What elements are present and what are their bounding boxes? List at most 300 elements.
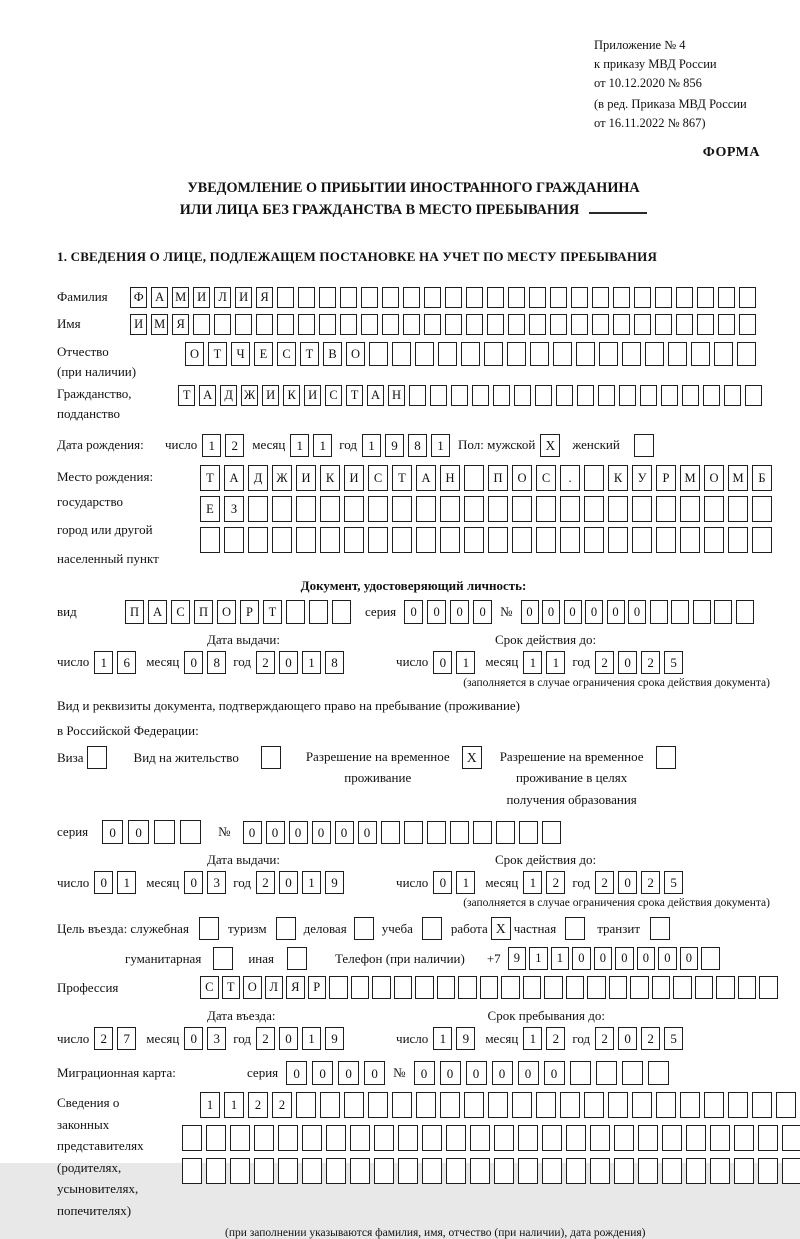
char-cell[interactable] [716, 976, 735, 999]
migration-number-cells[interactable] [414, 1061, 669, 1085]
char-cell[interactable] [701, 947, 720, 970]
char-cell[interactable]: 0 [286, 1061, 307, 1085]
birth-day-cells[interactable] [202, 434, 244, 457]
char-cell[interactable]: 9 [385, 434, 404, 457]
char-cell[interactable]: С [368, 465, 388, 491]
char-cell[interactable] [680, 496, 700, 522]
char-cell[interactable] [298, 314, 315, 335]
char-cell[interactable] [613, 314, 630, 335]
char-cell[interactable]: 0 [542, 600, 560, 624]
char-cell[interactable] [592, 287, 609, 308]
char-cell[interactable]: 0 [518, 1061, 539, 1085]
char-cell[interactable]: Ф [130, 287, 147, 308]
char-cell[interactable]: 5 [664, 1027, 683, 1050]
char-cell[interactable]: 0 [615, 947, 634, 970]
char-cell[interactable]: Ж [241, 385, 258, 406]
char-cell[interactable] [556, 385, 573, 406]
char-cell[interactable] [590, 1158, 610, 1184]
char-cell[interactable]: И [296, 465, 316, 491]
char-cell[interactable] [320, 496, 340, 522]
profession-cells[interactable] [200, 976, 778, 999]
char-cell[interactable]: 2 [595, 1027, 614, 1050]
char-cell[interactable] [394, 976, 413, 999]
char-cell[interactable] [638, 1158, 658, 1184]
char-cell[interactable] [438, 342, 457, 366]
char-cell[interactable]: 1 [523, 871, 542, 894]
char-cell[interactable]: М [728, 465, 748, 491]
purpose-official-checkbox[interactable] [199, 917, 219, 940]
char-cell[interactable]: 1 [302, 1027, 321, 1050]
char-cell[interactable] [326, 1158, 346, 1184]
stay-valid-month-cells[interactable] [523, 871, 565, 894]
char-cell[interactable] [691, 342, 710, 366]
char-cell[interactable] [446, 1158, 466, 1184]
char-cell[interactable] [472, 385, 489, 406]
char-cell[interactable]: Е [200, 496, 220, 522]
char-cell[interactable] [640, 385, 657, 406]
char-cell[interactable] [632, 527, 652, 553]
char-cell[interactable] [344, 1092, 364, 1118]
char-cell[interactable]: А [367, 385, 384, 406]
char-cell[interactable]: А [224, 465, 244, 491]
char-cell[interactable]: П [488, 465, 508, 491]
char-cell[interactable]: А [199, 385, 216, 406]
char-cell[interactable] [320, 1092, 340, 1118]
char-cell[interactable] [697, 287, 714, 308]
char-cell[interactable]: 0 [279, 651, 298, 674]
char-cell[interactable]: 0 [492, 1061, 513, 1085]
char-cell[interactable]: Я [256, 287, 273, 308]
checkbox-cell[interactable] [650, 917, 670, 940]
char-cell[interactable]: 0 [440, 1061, 461, 1085]
sex-male-checkbox[interactable] [540, 434, 560, 457]
char-cell[interactable] [529, 287, 546, 308]
char-cell[interactable] [206, 1158, 226, 1184]
char-cell[interactable]: 0 [414, 1061, 435, 1085]
char-cell[interactable] [461, 342, 480, 366]
char-cell[interactable]: 0 [628, 600, 646, 624]
char-cell[interactable]: 0 [128, 820, 149, 844]
char-cell[interactable]: 2 [641, 871, 660, 894]
char-cell[interactable] [734, 1158, 754, 1184]
char-cell[interactable] [488, 1092, 508, 1118]
char-cell[interactable] [440, 496, 460, 522]
char-cell[interactable]: 0 [594, 947, 613, 970]
char-cell[interactable] [739, 314, 756, 335]
char-cell[interactable] [466, 314, 483, 335]
char-cell[interactable] [686, 1158, 706, 1184]
char-cell[interactable]: 2 [256, 871, 275, 894]
birthplace-cells-row1[interactable] [200, 465, 772, 491]
char-cell[interactable]: 1 [523, 1027, 542, 1050]
char-cell[interactable] [550, 314, 567, 335]
char-cell[interactable] [278, 1125, 298, 1151]
char-cell[interactable]: 9 [325, 1027, 344, 1050]
char-cell[interactable]: 2 [546, 1027, 565, 1050]
char-cell[interactable]: 0 [312, 1061, 333, 1085]
checkbox-cell[interactable] [213, 947, 233, 970]
char-cell[interactable] [680, 527, 700, 553]
char-cell[interactable] [230, 1125, 250, 1151]
checkbox-cell[interactable] [87, 746, 107, 769]
char-cell[interactable] [182, 1125, 202, 1151]
char-cell[interactable] [398, 1125, 418, 1151]
birthplace-cells-row3[interactable] [200, 527, 772, 553]
char-cell[interactable] [256, 314, 273, 335]
char-cell[interactable]: 2 [595, 651, 614, 674]
char-cell[interactable]: Р [240, 600, 259, 624]
char-cell[interactable] [553, 342, 572, 366]
char-cell[interactable]: 0 [450, 600, 469, 624]
char-cell[interactable] [319, 287, 336, 308]
char-cell[interactable] [381, 821, 400, 844]
birth-month-cells[interactable] [290, 434, 332, 457]
char-cell[interactable] [392, 527, 412, 553]
doc-number-cells[interactable] [521, 600, 754, 624]
char-cell[interactable] [739, 287, 756, 308]
char-cell[interactable]: 0 [466, 1061, 487, 1085]
char-cell[interactable] [782, 1125, 800, 1151]
purpose-transit-checkbox[interactable] [650, 917, 670, 940]
stay-until-day-cells[interactable] [433, 1027, 475, 1050]
char-cell[interactable] [776, 1092, 796, 1118]
char-cell[interactable] [368, 496, 388, 522]
char-cell[interactable]: К [320, 465, 340, 491]
char-cell[interactable] [450, 821, 469, 844]
purpose-work-checkbox[interactable] [491, 917, 511, 940]
char-cell[interactable] [630, 976, 649, 999]
char-cell[interactable] [536, 527, 556, 553]
residence-permit-checkbox[interactable] [261, 746, 281, 769]
char-cell[interactable] [512, 527, 532, 553]
char-cell[interactable]: 0 [618, 871, 637, 894]
char-cell[interactable]: И [130, 314, 147, 335]
char-cell[interactable] [372, 976, 391, 999]
char-cell[interactable]: 1 [302, 651, 321, 674]
char-cell[interactable] [571, 314, 588, 335]
char-cell[interactable]: 5 [664, 651, 683, 674]
checkbox-cell[interactable] [656, 746, 676, 769]
char-cell[interactable]: 3 [207, 871, 226, 894]
char-cell[interactable] [622, 1061, 643, 1085]
char-cell[interactable]: 9 [325, 871, 344, 894]
char-cell[interactable] [673, 976, 692, 999]
char-cell[interactable] [392, 342, 411, 366]
char-cell[interactable] [682, 385, 699, 406]
char-cell[interactable] [344, 527, 364, 553]
char-cell[interactable] [512, 496, 532, 522]
char-cell[interactable] [718, 314, 735, 335]
char-cell[interactable] [598, 385, 615, 406]
char-cell[interactable]: И [262, 385, 279, 406]
char-cell[interactable] [519, 821, 538, 844]
char-cell[interactable]: О [704, 465, 724, 491]
char-cell[interactable] [782, 1158, 800, 1184]
char-cell[interactable] [608, 496, 628, 522]
char-cell[interactable]: О [185, 342, 204, 366]
stay-valid-year-cells[interactable] [595, 871, 683, 894]
char-cell[interactable] [704, 1092, 724, 1118]
char-cell[interactable] [587, 976, 606, 999]
char-cell[interactable]: 1 [529, 947, 548, 970]
char-cell[interactable]: Д [248, 465, 268, 491]
char-cell[interactable] [507, 342, 526, 366]
char-cell[interactable] [614, 1158, 634, 1184]
char-cell[interactable] [235, 314, 252, 335]
char-cell[interactable] [458, 976, 477, 999]
char-cell[interactable] [374, 1158, 394, 1184]
doc-seriya-cells[interactable] [404, 600, 492, 624]
char-cell[interactable] [277, 314, 294, 335]
char-cell[interactable] [484, 342, 503, 366]
char-cell[interactable]: 9 [508, 947, 527, 970]
char-cell[interactable]: Л [214, 287, 231, 308]
char-cell[interactable] [466, 287, 483, 308]
char-cell[interactable] [340, 287, 357, 308]
char-cell[interactable]: С [277, 342, 296, 366]
purpose-private-checkbox[interactable] [565, 917, 585, 940]
char-cell[interactable]: Т [263, 600, 282, 624]
char-cell[interactable] [718, 287, 735, 308]
char-cell[interactable] [445, 287, 462, 308]
char-cell[interactable] [278, 1158, 298, 1184]
entry-year-cells[interactable] [256, 1027, 344, 1050]
char-cell[interactable] [480, 976, 499, 999]
char-cell[interactable]: 2 [94, 1027, 113, 1050]
char-cell[interactable] [437, 976, 456, 999]
char-cell[interactable] [409, 385, 426, 406]
char-cell[interactable]: 1 [433, 1027, 452, 1050]
char-cell[interactable]: 2 [256, 651, 275, 674]
char-cell[interactable]: 0 [335, 821, 354, 844]
char-cell[interactable] [224, 527, 244, 553]
char-cell[interactable]: 1 [202, 434, 221, 457]
char-cell[interactable]: . [560, 465, 580, 491]
char-cell[interactable] [350, 1158, 370, 1184]
char-cell[interactable]: 0 [266, 821, 285, 844]
char-cell[interactable]: 1 [94, 651, 113, 674]
char-cell[interactable]: 0 [637, 947, 656, 970]
char-cell[interactable]: 1 [551, 947, 570, 970]
checkbox-cell[interactable] [422, 917, 442, 940]
checkbox-cell[interactable] [565, 917, 585, 940]
char-cell[interactable] [704, 527, 724, 553]
checkbox-cell[interactable] [261, 746, 281, 769]
patronymic-cells[interactable] [185, 342, 756, 366]
char-cell[interactable]: М [151, 314, 168, 335]
purpose-other-checkbox[interactable] [287, 947, 307, 970]
char-cell[interactable] [351, 976, 370, 999]
char-cell[interactable] [584, 465, 604, 491]
char-cell[interactable]: 0 [184, 651, 203, 674]
char-cell[interactable] [759, 976, 778, 999]
char-cell[interactable]: 1 [200, 1092, 220, 1118]
stay-valid-day-cells[interactable] [433, 871, 475, 894]
char-cell[interactable] [550, 287, 567, 308]
doc-issue-year-cells[interactable] [256, 651, 344, 674]
purpose-business-checkbox[interactable] [354, 917, 374, 940]
char-cell[interactable] [652, 976, 671, 999]
sex-female-checkbox[interactable] [634, 434, 654, 457]
char-cell[interactable]: 1 [456, 871, 475, 894]
char-cell[interactable] [676, 314, 693, 335]
char-cell[interactable] [619, 385, 636, 406]
char-cell[interactable]: С [536, 465, 556, 491]
char-cell[interactable] [584, 496, 604, 522]
char-cell[interactable]: 0 [585, 600, 603, 624]
char-cell[interactable]: О [346, 342, 365, 366]
char-cell[interactable] [634, 287, 651, 308]
char-cell[interactable] [566, 976, 585, 999]
char-cell[interactable] [254, 1158, 274, 1184]
doc-valid-month-cells[interactable] [523, 651, 565, 674]
char-cell[interactable] [422, 1125, 442, 1151]
char-cell[interactable] [710, 1125, 730, 1151]
char-cell[interactable] [599, 342, 618, 366]
rvp-edu-checkbox[interactable] [656, 746, 676, 769]
char-cell[interactable]: О [243, 976, 262, 999]
char-cell[interactable] [634, 314, 651, 335]
char-cell[interactable] [542, 1158, 562, 1184]
char-cell[interactable] [374, 1125, 394, 1151]
char-cell[interactable]: Т [346, 385, 363, 406]
char-cell[interactable] [710, 1158, 730, 1184]
char-cell[interactable] [344, 496, 364, 522]
char-cell[interactable] [530, 342, 549, 366]
char-cell[interactable]: Р [656, 465, 676, 491]
char-cell[interactable]: Т [208, 342, 227, 366]
checkbox-cell[interactable] [199, 917, 219, 940]
char-cell[interactable]: Б [752, 465, 772, 491]
entry-month-cells[interactable] [184, 1027, 226, 1050]
char-cell[interactable] [592, 314, 609, 335]
char-cell[interactable] [392, 496, 412, 522]
char-cell[interactable] [272, 527, 292, 553]
char-cell[interactable] [704, 496, 724, 522]
char-cell[interactable] [714, 600, 732, 624]
char-cell[interactable] [737, 342, 756, 366]
char-cell[interactable] [560, 1092, 580, 1118]
char-cell[interactable] [496, 821, 515, 844]
char-cell[interactable] [686, 1125, 706, 1151]
char-cell[interactable] [404, 821, 423, 844]
char-cell[interactable] [648, 1061, 669, 1085]
char-cell[interactable]: А [151, 287, 168, 308]
char-cell[interactable] [584, 527, 604, 553]
representatives-cells-row1[interactable] [200, 1092, 800, 1118]
char-cell[interactable] [254, 1125, 274, 1151]
char-cell[interactable] [535, 385, 552, 406]
char-cell[interactable] [368, 1092, 388, 1118]
char-cell[interactable]: 0 [364, 1061, 385, 1085]
representatives-cells-row3[interactable] [182, 1158, 800, 1184]
char-cell[interactable] [473, 821, 492, 844]
char-cell[interactable]: О [512, 465, 532, 491]
char-cell[interactable]: И [193, 287, 210, 308]
char-cell[interactable] [182, 1158, 202, 1184]
doc-type-cells[interactable] [125, 600, 351, 624]
char-cell[interactable] [655, 287, 672, 308]
char-cell[interactable] [398, 1158, 418, 1184]
char-cell[interactable] [320, 527, 340, 553]
char-cell[interactable]: 0 [102, 820, 123, 844]
char-cell[interactable]: 1 [290, 434, 309, 457]
char-cell[interactable] [494, 1125, 514, 1151]
purpose-tourism-checkbox[interactable] [276, 917, 296, 940]
char-cell[interactable]: 1 [362, 434, 381, 457]
char-cell[interactable] [302, 1125, 322, 1151]
char-cell[interactable] [501, 976, 520, 999]
char-cell[interactable] [440, 1092, 460, 1118]
char-cell[interactable] [576, 342, 595, 366]
char-cell[interactable]: Н [388, 385, 405, 406]
char-cell[interactable] [470, 1125, 490, 1151]
char-cell[interactable]: 0 [289, 821, 308, 844]
char-cell[interactable] [668, 342, 687, 366]
entry-day-cells[interactable] [94, 1027, 136, 1050]
doc-issue-day-cells[interactable] [94, 651, 136, 674]
char-cell[interactable]: И [304, 385, 321, 406]
char-cell[interactable]: 1 [546, 651, 565, 674]
char-cell[interactable]: 0 [184, 871, 203, 894]
char-cell[interactable] [590, 1125, 610, 1151]
char-cell[interactable] [614, 1125, 634, 1151]
char-cell[interactable] [487, 314, 504, 335]
char-cell[interactable] [752, 496, 772, 522]
char-cell[interactable] [470, 1158, 490, 1184]
char-cell[interactable]: 0 [572, 947, 591, 970]
char-cell[interactable] [488, 496, 508, 522]
char-cell[interactable] [671, 600, 689, 624]
char-cell[interactable] [415, 342, 434, 366]
char-cell[interactable] [734, 1125, 754, 1151]
char-cell[interactable] [248, 496, 268, 522]
char-cell[interactable] [193, 314, 210, 335]
char-cell[interactable] [728, 496, 748, 522]
char-cell[interactable]: В [323, 342, 342, 366]
char-cell[interactable] [724, 385, 741, 406]
char-cell[interactable] [369, 342, 388, 366]
char-cell[interactable] [697, 314, 714, 335]
char-cell[interactable] [577, 385, 594, 406]
char-cell[interactable] [230, 1158, 250, 1184]
char-cell[interactable] [248, 527, 268, 553]
checkbox-cell[interactable] [634, 434, 654, 457]
char-cell[interactable] [609, 976, 628, 999]
char-cell[interactable]: 1 [313, 434, 332, 457]
purpose-humanitarian-checkbox[interactable] [213, 947, 233, 970]
char-cell[interactable]: У [632, 465, 652, 491]
char-cell[interactable]: 0 [564, 600, 582, 624]
char-cell[interactable] [622, 342, 641, 366]
char-cell[interactable]: 0 [404, 600, 423, 624]
char-cell[interactable]: 0 [279, 1027, 298, 1050]
char-cell[interactable]: С [200, 976, 219, 999]
char-cell[interactable] [518, 1158, 538, 1184]
char-cell[interactable] [650, 600, 668, 624]
char-cell[interactable] [488, 527, 508, 553]
char-cell[interactable] [451, 385, 468, 406]
stay-issue-month-cells[interactable] [184, 871, 226, 894]
char-cell[interactable]: 0 [658, 947, 677, 970]
char-cell[interactable]: 9 [456, 1027, 475, 1050]
char-cell[interactable] [180, 820, 201, 844]
char-cell[interactable] [382, 287, 399, 308]
visa-checkbox[interactable] [87, 746, 107, 769]
char-cell[interactable]: З [224, 496, 244, 522]
char-cell[interactable]: 2 [225, 434, 244, 457]
char-cell[interactable]: 2 [256, 1027, 275, 1050]
